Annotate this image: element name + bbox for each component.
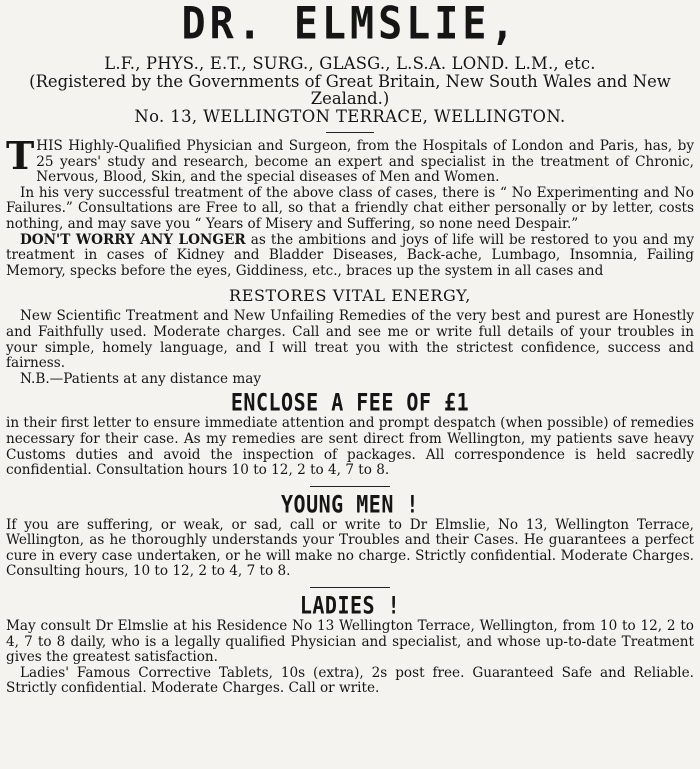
- drop-cap: T: [6, 133, 35, 178]
- treatment-paragraph: New Scientific Treatment and New Unfailing Remedies of the very best and purest are Honestly and Faithfully used. Moderate charges. Call and see me or write full details of your troubles in your simple, homely language, and I will treat you with the strictest confidence, success and fairness.: [6, 308, 694, 372]
- tablets-paragraph: Ladies' Famous Corrective Tablets, 10s (extra), 2s post free. Guaranteed Safe and Reliable. Strictly confidential. Moderate Charges. Call or write.: [6, 664, 694, 697]
- registration-note: (Registered by the Governments of Great Britain, New South Wales and New Zealand.): [29, 71, 671, 108]
- intro-paragraph: [6, 133, 694, 186]
- ladies-heading: LADIES !: [299, 590, 401, 620]
- dont-worry-paragraph: [6, 233, 694, 280]
- vital-energy-heading: RESTORES VITAL ENERGY,: [229, 286, 471, 306]
- young-men-paragraph: If you are suffering, or weak, or sad, call or write to Dr Elmslie, No 13, Wellington Terrace, Wellington, as he thoroughly understands your Troubles and their Cases. He guarantees a perfect cure in every case undertaken, or he will make no charge. Strictly confidential. Moderate Charges. Consulting hours, 10 to 12, 2 to 4, 7 to 8.: [6, 516, 694, 580]
- divider: [310, 486, 390, 487]
- young-men-heading: YOUNG MEN !: [281, 489, 419, 518]
- dont-worry-text: as the ambitions and joys of life will be restored to you and my treatment in cases of Kidney and Bladder Diseases, Back-ache, Lumbago, Insomnia, Failing Memory, specks before the eyes, Giddiness, etc., braces up the system in all cases and: [6, 231, 694, 279]
- address-line: No. 13, WELLINGTON TERRACE, WELLINGTON.: [134, 106, 566, 126]
- credentials: L.F., PHYS., E.T., SURG., GLASG., L.S.A. LOND. L.M., etc.: [104, 54, 596, 73]
- dont-worry-lead: DON'T WORRY ANY LONGER: [20, 231, 246, 248]
- fee-heading: ENCLOSE A FEE OF £1: [230, 388, 470, 417]
- no-failures-paragraph: In his very successful treatment of the above class of cases, there is “ No Experimenting and No Failures.” Consultations are Free to all, so that a friendly chat either personally or by letter, costs nothing, and may save you “ Years of Misery and Suffering, so none need Despair.”: [6, 184, 694, 232]
- nb-note: N.B.—Patients at any distance may: [20, 370, 262, 387]
- divider: [310, 587, 390, 588]
- fee-paragraph: in their first letter to ensure immediate attention and prompt despatch (when possible) of remedies necessary for their case. As my remedies are sent direct from Wellington, my patients save heavy Customs duties and avoid the inspection of packages. All correspondence is held sacredly confidential. Consultation hours 10 to 12, 2 to 4, 7 to 8.: [6, 415, 694, 479]
- ladies-paragraph: May consult Dr Elmslie at his Residence No 13 Wellington Terrace, Wellington, from 10 to 12, 2 to 4, 7 to 8 daily, who is a legally qualified Physician and specialist, and whose up-to-date Treatment gives the greatest satisfaction.: [6, 618, 694, 666]
- intro-text: HIS Highly-Qualified Physician and Surgeon, from the Hospitals of London and Paris, has, by 25 years' study and research, become an expert and specialist in the treatment of Chronic, Nervous, Blood, Skin, and the special diseases of Men and Women.: [36, 138, 694, 186]
- divider: [326, 132, 374, 133]
- doctor-name-title: DR. ELMSLIE,: [181, 0, 519, 50]
